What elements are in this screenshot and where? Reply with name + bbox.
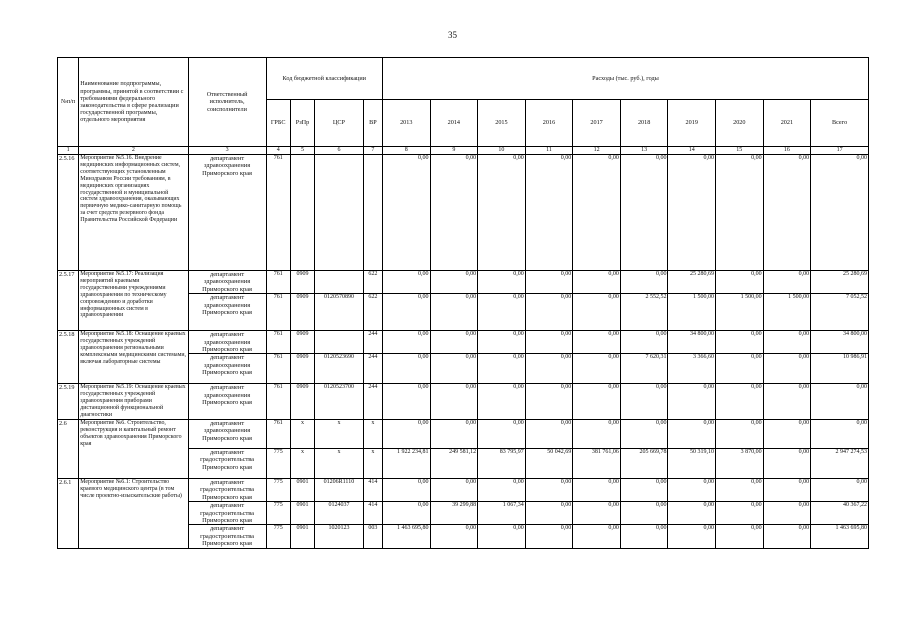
grbs-cell: 761 <box>266 384 290 420</box>
amount-cell: 0,00 <box>430 331 478 354</box>
rzpr-cell <box>290 155 314 271</box>
rzpr-cell: 0909 <box>290 271 314 294</box>
amount-cell: 0,00 <box>430 478 478 501</box>
rzpr-cell: 0909 <box>290 331 314 354</box>
row-id: 2.5.18 <box>58 331 79 384</box>
rzpr-cell: 0909 <box>290 294 314 331</box>
total-cell: 0,00 <box>811 384 869 420</box>
amount-cell: 7 620,31 <box>620 354 668 384</box>
grbs-cell: 775 <box>266 478 290 501</box>
amount-cell: 0,00 <box>478 294 526 331</box>
amount-cell: 0,00 <box>382 294 430 331</box>
vr-cell: 003 <box>363 525 382 548</box>
header-num: №п/п <box>58 58 79 147</box>
amount-cell: 0,00 <box>478 478 526 501</box>
column-index: 10 <box>478 147 526 155</box>
column-index: 17 <box>811 147 869 155</box>
grbs-cell: 761 <box>266 331 290 354</box>
amount-cell: 0,00 <box>478 384 526 420</box>
amount-cell: 381 761,06 <box>573 448 621 478</box>
amount-cell: 1 463 695,80 <box>382 525 430 548</box>
header-year: 2016 <box>525 100 573 147</box>
rzpr-cell: 0901 <box>290 478 314 501</box>
vr-cell: 622 <box>363 271 382 294</box>
csr-cell: 0120523700 <box>315 384 364 420</box>
amount-cell: 0,00 <box>382 419 430 448</box>
csr-cell <box>315 331 364 354</box>
column-index: 1 <box>58 147 79 155</box>
amount-cell: 0,00 <box>430 384 478 420</box>
amount-cell: 0,00 <box>716 354 764 384</box>
amount-cell: 0,00 <box>763 271 811 294</box>
column-index: 7 <box>363 147 382 155</box>
amount-cell: 3 366,60 <box>668 354 716 384</box>
amount-cell: 0,00 <box>716 384 764 420</box>
amount-cell: 0,00 <box>716 155 764 271</box>
table-row <box>58 384 869 420</box>
budget-table <box>57 57 869 549</box>
responsible-cell: департамент здравоохранения Приморского края <box>188 331 266 354</box>
amount-cell: 0,00 <box>620 384 668 420</box>
header-year: 2014 <box>430 100 478 147</box>
amount-cell: 0,00 <box>620 331 668 354</box>
amount-cell: 0,00 <box>478 331 526 354</box>
amount-cell: 0,00 <box>573 384 621 420</box>
column-index: 5 <box>290 147 314 155</box>
rzpr-cell: x <box>290 419 314 448</box>
responsible-cell: департамент здравоохранения Приморского края <box>188 155 266 271</box>
column-index: 12 <box>573 147 621 155</box>
amount-cell: 0,00 <box>478 525 526 548</box>
row-id: 2.6.1 <box>58 478 79 548</box>
amount-cell: 0,00 <box>525 525 573 548</box>
row-name: Мероприятие №6. Строительство, реконструкция и капитальный ремонт объектов здравоохранения Приморского края <box>79 419 188 478</box>
column-index: 14 <box>668 147 716 155</box>
amount-cell: 0,00 <box>525 354 573 384</box>
amount-cell: 0,00 <box>763 384 811 420</box>
amount-cell: 0,00 <box>382 271 430 294</box>
header-expenses: Расходы (тыс. руб.), годы <box>382 58 868 100</box>
row-id: 2.6 <box>58 419 79 478</box>
responsible-cell: департамент градостроительства Приморского края <box>188 478 266 501</box>
amount-cell: 0,00 <box>525 294 573 331</box>
column-index: 2 <box>79 147 188 155</box>
column-index-row <box>58 147 869 155</box>
amount-cell: 0,00 <box>620 155 668 271</box>
amount-cell: 0,00 <box>573 478 621 501</box>
amount-cell: 0,00 <box>716 331 764 354</box>
column-index: 6 <box>315 147 364 155</box>
table-row <box>58 155 869 271</box>
amount-cell: 0,00 <box>763 419 811 448</box>
amount-cell: 0,00 <box>668 419 716 448</box>
amount-cell: 0,00 <box>478 354 526 384</box>
csr-cell: x <box>315 448 364 478</box>
amount-cell: 0,00 <box>620 502 668 525</box>
header-csr: ЦСР <box>315 100 364 147</box>
rzpr-cell: x <box>290 448 314 478</box>
column-index: 9 <box>430 147 478 155</box>
amount-cell: 0,00 <box>620 478 668 501</box>
amount-cell: 0,00 <box>668 478 716 501</box>
total-cell: 0,00 <box>811 419 869 448</box>
amount-cell: 0,00 <box>716 502 764 525</box>
grbs-cell: 775 <box>266 448 290 478</box>
grbs-cell: 775 <box>266 502 290 525</box>
row-name: Мероприятие №6.1: Строительство краевого медицинского центра (в том числе проектно-изыскательские работы) <box>79 478 188 548</box>
total-cell: 1 463 695,80 <box>811 525 869 548</box>
responsible-cell: департамент градостроительства Приморского края <box>188 525 266 548</box>
amount-cell: 0,00 <box>430 294 478 331</box>
csr-cell: 0120523690 <box>315 354 364 384</box>
amount-cell: 25 280,69 <box>668 271 716 294</box>
header-responsible: Ответственный исполнитель, соисполнители <box>188 58 266 147</box>
header-vr: ВР <box>363 100 382 147</box>
table-row <box>58 419 869 448</box>
amount-cell: 0,00 <box>668 155 716 271</box>
header-year: 2015 <box>478 100 526 147</box>
amount-cell: 0,00 <box>382 331 430 354</box>
amount-cell: 0,00 <box>382 354 430 384</box>
amount-cell: 0,00 <box>763 448 811 478</box>
amount-cell: 0,00 <box>668 502 716 525</box>
amount-cell: 0,00 <box>668 384 716 420</box>
rzpr-cell: 0901 <box>290 525 314 548</box>
amount-cell: 0,00 <box>716 525 764 548</box>
amount-cell: 0,00 <box>573 271 621 294</box>
amount-cell: 50 042,69 <box>525 448 573 478</box>
row-name: Мероприятие №5.17: Реализация мероприятий краевыми государственными учреждениями здравоохранения по техническому сопровождению и доработки информационных систем в здравоохранении <box>79 271 188 331</box>
amount-cell: 1 922 234,81 <box>382 448 430 478</box>
table-row <box>58 271 869 294</box>
total-cell: 0,00 <box>811 478 869 501</box>
amount-cell: 0,00 <box>430 419 478 448</box>
table-row <box>58 478 869 501</box>
amount-cell: 249 581,12 <box>430 448 478 478</box>
amount-cell: 1 500,00 <box>716 294 764 331</box>
amount-cell: 0,00 <box>763 478 811 501</box>
amount-cell: 0,00 <box>573 294 621 331</box>
amount-cell: 0,00 <box>478 155 526 271</box>
amount-cell: 0,00 <box>382 502 430 525</box>
amount-cell: 0,00 <box>716 478 764 501</box>
grbs-cell: 761 <box>266 419 290 448</box>
amount-cell: 0,00 <box>525 478 573 501</box>
amount-cell: 0,00 <box>525 331 573 354</box>
header-year: 2018 <box>620 100 668 147</box>
amount-cell: 0,00 <box>525 419 573 448</box>
header-total: Всего <box>811 100 869 147</box>
amount-cell: 0,00 <box>430 155 478 271</box>
amount-cell: 0,00 <box>478 419 526 448</box>
header-year: 2019 <box>668 100 716 147</box>
csr-cell: 1020123 <box>315 525 364 548</box>
vr-cell: 244 <box>363 384 382 420</box>
responsible-cell: департамент здравоохранения Приморского края <box>188 271 266 294</box>
column-index: 4 <box>266 147 290 155</box>
amount-cell: 0,00 <box>430 354 478 384</box>
amount-cell: 0,00 <box>573 525 621 548</box>
csr-cell <box>315 271 364 294</box>
header-year: 2021 <box>763 100 811 147</box>
amount-cell: 83 795,97 <box>478 448 526 478</box>
grbs-cell: 761 <box>266 294 290 331</box>
header-year: 2020 <box>716 100 764 147</box>
amount-cell: 0,00 <box>763 155 811 271</box>
total-cell: 25 280,69 <box>811 271 869 294</box>
vr-cell: 244 <box>363 331 382 354</box>
responsible-cell: департамент градостроительства Приморского края <box>188 502 266 525</box>
amount-cell: 3 870,00 <box>716 448 764 478</box>
csr-cell: 0120570890 <box>315 294 364 331</box>
vr-cell: x <box>363 419 382 448</box>
amount-cell: 1 500,00 <box>668 294 716 331</box>
amount-cell: 0,00 <box>620 271 668 294</box>
vr-cell <box>363 155 382 271</box>
amount-cell: 0,00 <box>716 271 764 294</box>
column-index: 13 <box>620 147 668 155</box>
csr-cell: 01206R1110 <box>315 478 364 501</box>
amount-cell: 1 067,34 <box>478 502 526 525</box>
amount-cell: 39 299,88 <box>430 502 478 525</box>
amount-cell: 0,00 <box>763 502 811 525</box>
amount-cell: 0,00 <box>525 155 573 271</box>
header-year: 2013 <box>382 100 430 147</box>
amount-cell: 0,00 <box>716 419 764 448</box>
row-id: 2.5.19 <box>58 384 79 420</box>
total-cell: 7 052,52 <box>811 294 869 331</box>
amount-cell: 0,00 <box>573 419 621 448</box>
table-body <box>58 155 869 549</box>
amount-cell: 0,00 <box>382 478 430 501</box>
amount-cell: 50 319,10 <box>668 448 716 478</box>
amount-cell: 0,00 <box>620 419 668 448</box>
responsible-cell: департамент градостроительства Приморского края <box>188 448 266 478</box>
column-index: 15 <box>716 147 764 155</box>
total-cell: 0,00 <box>811 155 869 271</box>
amount-cell: 0,00 <box>478 271 526 294</box>
grbs-cell: 761 <box>266 354 290 384</box>
rzpr-cell: 0909 <box>290 354 314 384</box>
amount-cell: 0,00 <box>430 525 478 548</box>
csr-cell <box>315 155 364 271</box>
responsible-cell: департамент здравоохранения Приморского края <box>188 294 266 331</box>
amount-cell: 0,00 <box>763 331 811 354</box>
vr-cell: 244 <box>363 354 382 384</box>
column-index: 3 <box>188 147 266 155</box>
amount-cell: 0,00 <box>525 271 573 294</box>
vr-cell: x <box>363 448 382 478</box>
amount-cell: 34 800,00 <box>668 331 716 354</box>
amount-cell: 0,00 <box>573 502 621 525</box>
rzpr-cell: 0901 <box>290 502 314 525</box>
responsible-cell: департамент здравоохранения Приморского края <box>188 354 266 384</box>
row-id: 2.5.16 <box>58 155 79 271</box>
column-index: 11 <box>525 147 573 155</box>
grbs-cell: 761 <box>266 155 290 271</box>
amount-cell: 0,00 <box>620 525 668 548</box>
amount-cell: 0,00 <box>763 525 811 548</box>
column-index: 16 <box>763 147 811 155</box>
grbs-cell: 775 <box>266 525 290 548</box>
responsible-cell: департамент здравоохранения Приморского края <box>188 419 266 448</box>
amount-cell: 0,00 <box>525 502 573 525</box>
amount-cell: 0,00 <box>525 384 573 420</box>
amount-cell: 0,00 <box>573 155 621 271</box>
amount-cell: 0,00 <box>763 354 811 384</box>
amount-cell: 2 552,52 <box>620 294 668 331</box>
vr-cell: 414 <box>363 502 382 525</box>
amount-cell: 0,00 <box>382 155 430 271</box>
amount-cell: 0,00 <box>430 271 478 294</box>
amount-cell: 0,00 <box>573 331 621 354</box>
csr-cell: x <box>315 419 364 448</box>
vr-cell: 414 <box>363 478 382 501</box>
amount-cell: 1 500,00 <box>763 294 811 331</box>
amount-cell: 0,00 <box>573 354 621 384</box>
total-cell: 10 986,91 <box>811 354 869 384</box>
rzpr-cell: 0909 <box>290 384 314 420</box>
row-id: 2.5.17 <box>58 271 79 331</box>
total-cell: 40 367,22 <box>811 502 869 525</box>
csr-cell: 0124037 <box>315 502 364 525</box>
row-name: Мероприятие №5.16. Внедрение медицинских информационных систем, соответствующих установленным Минздравом России требованиям, в медицинских организациях государственной и муниципальной систем здравоохранения, оказывающих первичную медико-санитарную помощь за счет средств резервного фонда Правительства Российской Федерации <box>79 155 188 271</box>
header-name: Наименование подпрограммы, программы, принятой в соответствии с требованиями федерального законодательства в сфере реализации государственной программы, отдельного мероприятия <box>79 58 188 147</box>
amount-cell: 0,00 <box>382 384 430 420</box>
grbs-cell: 761 <box>266 271 290 294</box>
header-budget-code: Код бюджетной классификации <box>266 58 382 100</box>
row-name: Мероприятие №5.19: Оснащение краевых государственных учреждений здравоохранения приборами дистанционной функциональной диагностики <box>79 384 188 420</box>
header-year: 2017 <box>573 100 621 147</box>
column-index: 8 <box>382 147 430 155</box>
row-name: Мероприятие №5.18: Оснащение краевых государственных учреждений здравоохранения региональными комплексными медицинскими системами, включая лабораторные системы <box>79 331 188 384</box>
total-cell: 34 800,00 <box>811 331 869 354</box>
total-cell: 2 947 274,53 <box>811 448 869 478</box>
header-rzpr: РзПр <box>290 100 314 147</box>
table-row <box>58 331 869 354</box>
amount-cell: 0,00 <box>668 525 716 548</box>
page-number: 35 <box>448 30 457 40</box>
header-grbs: ГРБС <box>266 100 290 147</box>
amount-cell: 205 669,78 <box>620 448 668 478</box>
responsible-cell: департамент здравоохранения Приморского края <box>188 384 266 420</box>
vr-cell: 622 <box>363 294 382 331</box>
